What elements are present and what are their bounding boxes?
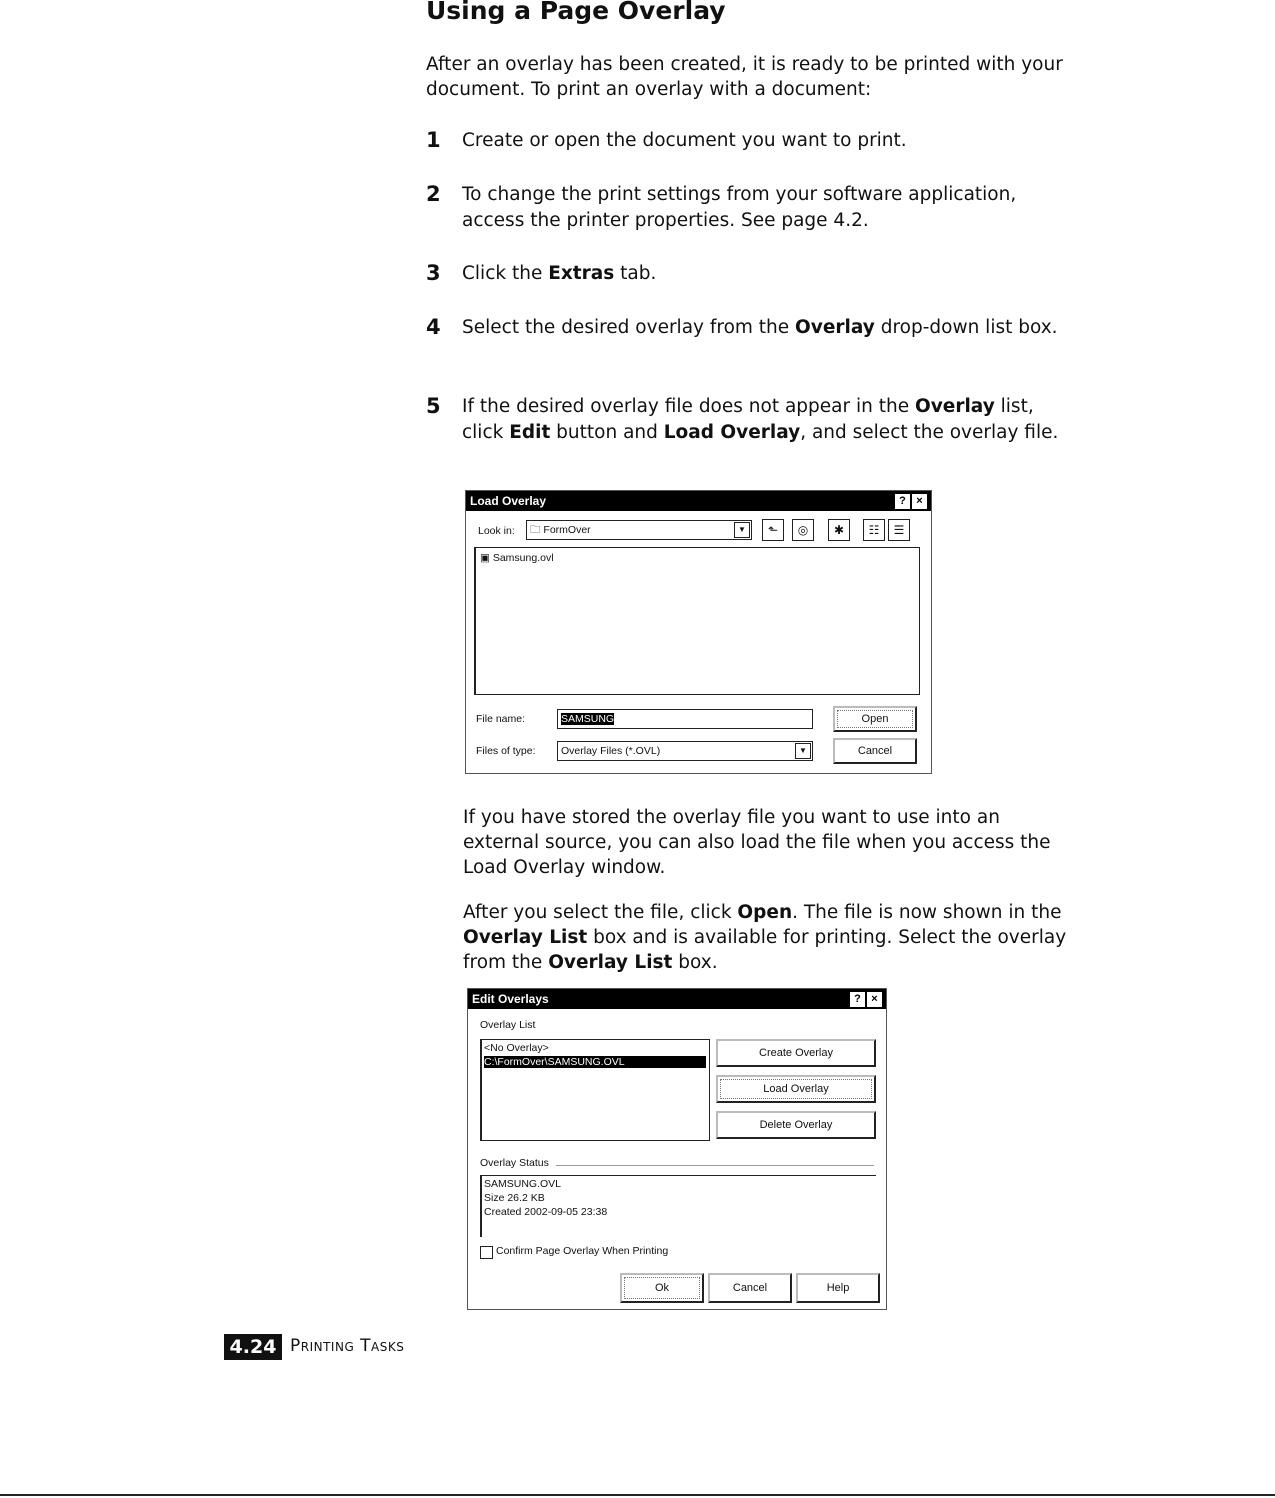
dialog-title: Load Overlay bbox=[470, 494, 547, 508]
file-name-input[interactable]: SAMSUNG bbox=[557, 709, 813, 729]
step-number: 1 bbox=[426, 128, 441, 152]
ok-button[interactable]: Ok bbox=[620, 1273, 704, 1303]
section-title: Printing Tasks bbox=[290, 1336, 405, 1356]
status-size: Size 26.2 KB bbox=[484, 1192, 545, 1204]
chevron-down-icon[interactable]: ▼ bbox=[795, 743, 811, 759]
help-icon[interactable]: ? bbox=[894, 493, 911, 510]
help-icon[interactable]: ? bbox=[849, 991, 866, 1008]
edit-overlays-dialog bbox=[467, 988, 887, 1310]
load-overlay-dialog bbox=[465, 490, 932, 774]
overlay-list-label: Overlay List bbox=[480, 1019, 536, 1031]
list-item[interactable]: C:\FormOver\SAMSUNG.OVL bbox=[484, 1056, 706, 1068]
details-view-icon[interactable]: ☰ bbox=[888, 519, 910, 541]
step-text: To change the print settings from your software application, access the printer properties. See page 4.2. bbox=[462, 184, 1017, 231]
list-view-icon[interactable]: ☷ bbox=[863, 519, 885, 541]
intro-paragraph: After an overlay has been created, it is ready to be printed with your document. To print an overlay with a document: bbox=[426, 54, 1063, 100]
file-list[interactable] bbox=[474, 547, 920, 695]
bottom-divider bbox=[0, 1494, 1275, 1496]
confirm-checkbox[interactable] bbox=[480, 1246, 493, 1259]
create-overlay-button[interactable]: Create Overlay bbox=[716, 1039, 876, 1067]
file-icon: ▣ bbox=[480, 552, 493, 564]
status-created: Created 2002-09-05 23:38 bbox=[484, 1206, 608, 1218]
dialog-titlebar bbox=[466, 491, 931, 511]
close-icon[interactable]: × bbox=[866, 991, 883, 1008]
files-of-type-select[interactable]: Overlay Files (*.OVL) ▼ bbox=[557, 741, 813, 761]
page-number-badge: 4.24 bbox=[224, 1334, 282, 1360]
step-number: 4 bbox=[426, 315, 441, 339]
step-text: Select the desired overlay from the Overlay drop-down list box. bbox=[462, 317, 1058, 338]
page-title: Using a Page Overlay bbox=[426, 0, 726, 25]
dialog-title: Edit Overlays bbox=[472, 992, 549, 1006]
overlay-status-label: Overlay Status bbox=[480, 1157, 549, 1169]
step-number: 5 bbox=[426, 394, 441, 418]
step-text: Create or open the document you want to print. bbox=[462, 130, 907, 151]
cancel-button[interactable]: Cancel bbox=[833, 738, 917, 764]
list-item[interactable]: <No Overlay> bbox=[484, 1042, 549, 1054]
file-name-label: File name: bbox=[476, 713, 526, 725]
close-icon[interactable]: × bbox=[911, 493, 928, 510]
overlay-status-box bbox=[480, 1175, 876, 1237]
dialog-titlebar bbox=[468, 989, 886, 1009]
confirm-checkbox-label: Confirm Page Overlay When Printing bbox=[496, 1245, 669, 1257]
step-number: 2 bbox=[426, 182, 441, 206]
load-overlay-button[interactable]: Load Overlay bbox=[716, 1075, 876, 1103]
delete-overlay-button[interactable]: Delete Overlay bbox=[716, 1111, 876, 1139]
desktop-icon[interactable]: ◎ bbox=[792, 519, 814, 541]
chevron-down-icon[interactable]: ▼ bbox=[734, 522, 750, 538]
files-of-type-label: Files of type: bbox=[476, 745, 536, 757]
divider bbox=[556, 1165, 874, 1166]
external-source-paragraph: If you have stored the overlay file you want to use into an external source, you can also load the file when you access the Load Overlay window. bbox=[463, 807, 1051, 878]
open-button[interactable]: Open bbox=[833, 706, 917, 732]
step-text: If the desired overlay file does not appear in the Overlay list, click Edit button and Load Overlay, and select the overlay file. bbox=[462, 396, 1059, 443]
up-folder-icon[interactable]: ⬑ bbox=[762, 519, 784, 541]
step-number: 3 bbox=[426, 261, 441, 285]
cancel-button[interactable]: Cancel bbox=[708, 1273, 792, 1303]
after-select-paragraph: After you select the file, click Open. The file is now shown in the Overlay List box and is available for printing. Select the overlay from the Overlay List box. bbox=[463, 902, 1067, 973]
list-item[interactable]: ▣ Samsung.ovl bbox=[480, 552, 554, 564]
folder-icon: 🗀 bbox=[530, 524, 544, 536]
new-folder-icon[interactable]: ✱ bbox=[828, 519, 850, 541]
look-in-select[interactable]: 🗀 FormOver ▼ bbox=[526, 520, 752, 540]
overlay-list[interactable] bbox=[480, 1039, 710, 1141]
help-button[interactable]: Help bbox=[796, 1273, 880, 1303]
look-in-label: Look in: bbox=[478, 525, 515, 537]
status-filename: SAMSUNG.OVL bbox=[484, 1178, 562, 1190]
step-text: Click the Extras tab. bbox=[462, 263, 657, 284]
